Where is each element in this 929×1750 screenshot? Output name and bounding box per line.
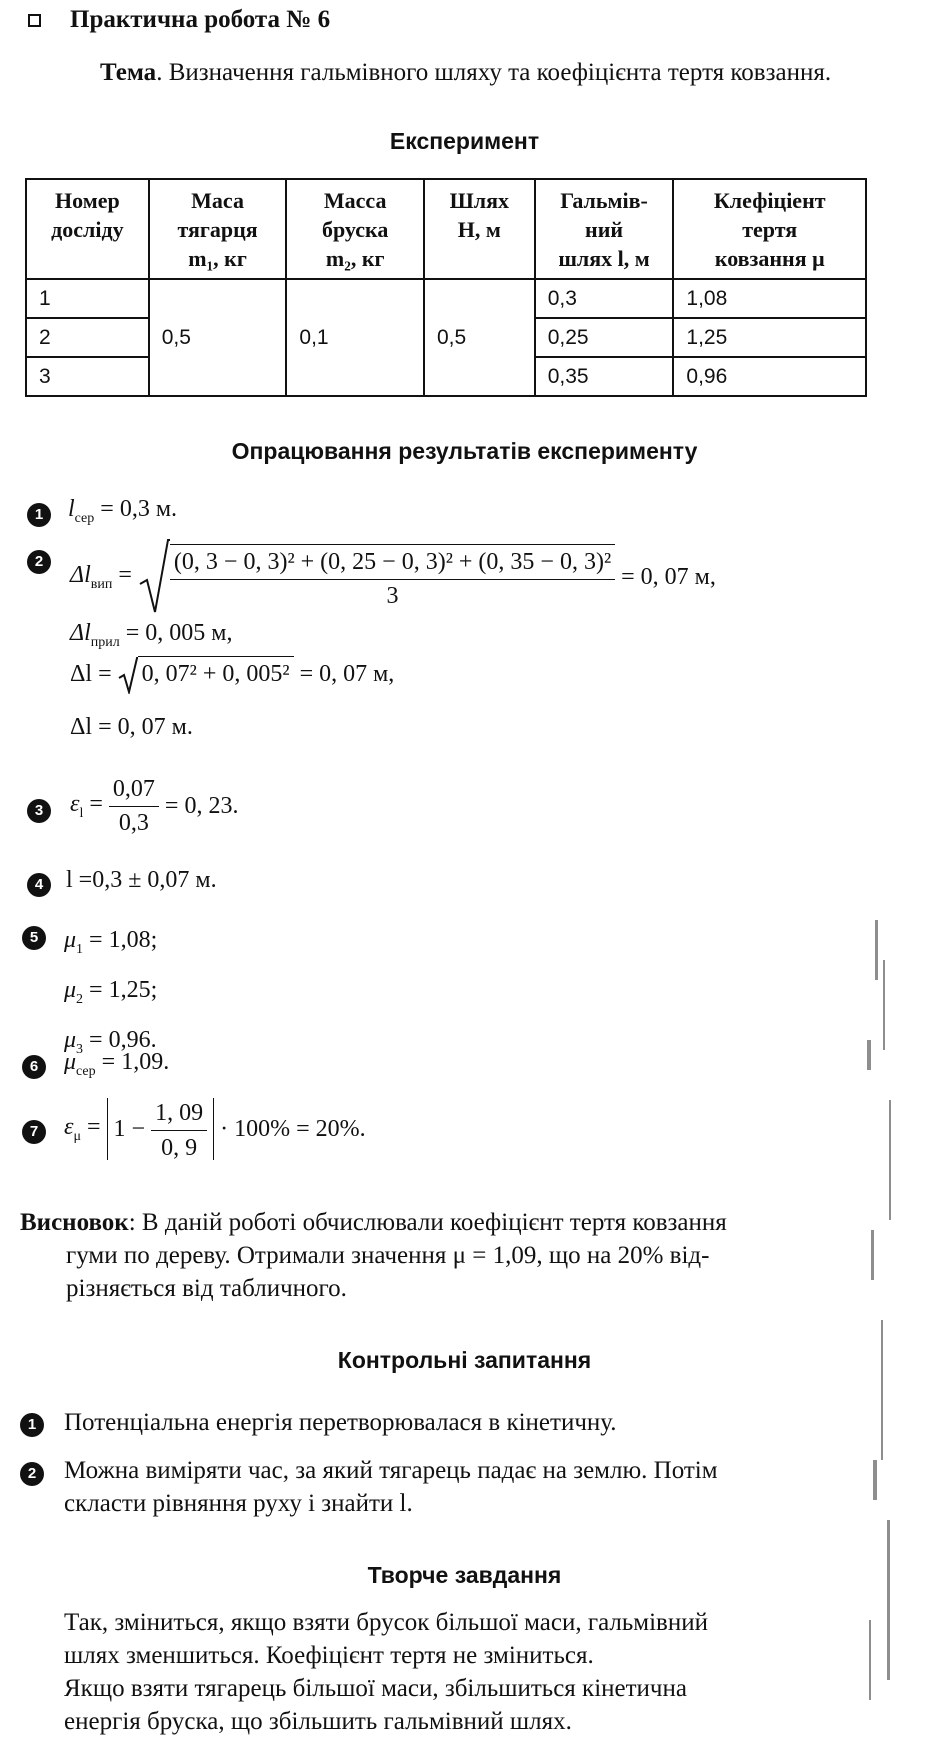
one-minus: 1 − xyxy=(113,1116,152,1142)
col-header-line: Клефіціент xyxy=(713,187,826,213)
topic-text: . Визначення гальмівного шляху та коефіцієнта тертя ковзання. xyxy=(156,59,832,86)
conclusion-label: Висновок xyxy=(20,1209,129,1236)
step-1-formula xyxy=(68,496,177,527)
denominator: 0,3 xyxy=(118,810,149,836)
col-header-line: досліду xyxy=(51,216,124,242)
denominator: 3 xyxy=(386,583,399,609)
step-6-formula: $\mu_{сер} = 1,09$. xyxy=(64,1049,170,1079)
conclusion xyxy=(20,1206,890,1305)
symbol-epsilon: ε xyxy=(64,1113,74,1140)
sub-l: l xyxy=(79,805,84,821)
denominator: 0, 9 xyxy=(161,1134,198,1161)
numerator: 0,07 xyxy=(109,776,159,807)
cell-l: 0,35 xyxy=(535,357,674,396)
sqrt-sign-icon xyxy=(118,656,138,694)
sub-ser: сер xyxy=(74,510,95,526)
creative-line-1: Так, зміниться, якщо взяти брусок більшої маси, гальмівний xyxy=(64,1609,708,1636)
step-7-formula xyxy=(64,1098,366,1160)
step-badge-3: 3 xyxy=(27,799,51,823)
cell-mu: 1,25 xyxy=(673,318,866,357)
cell-mu: 0,96 xyxy=(673,357,866,396)
mu-3-value: = 0,96. xyxy=(83,1026,157,1053)
cell-number: 2 xyxy=(26,318,149,357)
page-title: Практична робота № 6 xyxy=(70,6,331,33)
cell-h: 0,5 xyxy=(424,279,535,396)
radicand: 0, 07² + 0, 005² xyxy=(138,656,294,688)
sub-ser: сер xyxy=(76,1063,96,1079)
step-3-rhs: = 0, 23. xyxy=(164,793,239,819)
symbol-l: l xyxy=(68,496,75,522)
step-badge-2: 2 xyxy=(27,550,51,574)
mu-3-line: $\mu_3 = 0,96$. xyxy=(64,1026,157,1057)
eq-sign: = xyxy=(80,1113,101,1140)
step-2-formula xyxy=(70,538,716,618)
step-badge-6: 6 xyxy=(22,1055,46,1079)
col-header-line: Шлях xyxy=(449,188,510,213)
checkbox-icon xyxy=(28,14,41,27)
sub-pryl: прил xyxy=(90,634,120,650)
step-2-result: = 0, 07 м, xyxy=(621,563,716,590)
col-header-line: тертя xyxy=(742,216,798,242)
col-header-mu xyxy=(673,179,866,279)
mu-1-value: = 1,08; xyxy=(83,927,158,953)
question-badge-2: 2 xyxy=(20,1462,44,1486)
col-header-number xyxy=(26,179,149,279)
step-badge-1: 1 xyxy=(27,503,51,527)
col-header-m1 xyxy=(149,179,287,279)
symbol-delta-l: Δl xyxy=(70,620,91,646)
question-1-answer: Потенціальна енергія перетворювалася в кінетичну. xyxy=(64,1409,617,1436)
col-header-line: Масса xyxy=(323,187,387,213)
question-badge-1: 1 xyxy=(20,1413,44,1437)
col-header-line: бруска xyxy=(321,216,389,242)
conclusion-line-1: : В даній роботі обчислювали коефіцієнт тертя ковзання xyxy=(128,1209,727,1236)
creative-answer xyxy=(64,1606,914,1738)
col-header-line: Гальмів- xyxy=(560,187,648,213)
mu-2-value: = 1,25; xyxy=(83,976,158,1003)
symbol-delta-l: Δl xyxy=(70,561,91,588)
table-row xyxy=(26,279,866,318)
col-header-l xyxy=(535,179,674,279)
eq-sign: = xyxy=(112,561,132,588)
step-badge-7: 7 xyxy=(22,1120,46,1144)
processing-heading: Опрацювання результатів експерименту xyxy=(231,438,698,464)
fraction xyxy=(151,1099,207,1162)
creative-heading: Творче завдання xyxy=(367,1562,562,1588)
step-3-formula: $\varepsilon_l$ = $\frac{0,07}{0,3}$ = 0, 23. xyxy=(70,776,239,836)
col-header-line: Маса xyxy=(191,187,244,213)
question-2-line-2: скласти рівняння руху і знайти l. xyxy=(64,1490,413,1517)
question-2-answer xyxy=(64,1454,904,1520)
col-header-line: тягарця xyxy=(177,216,258,242)
col-header-h xyxy=(424,179,535,279)
topic-label: Тема xyxy=(100,59,157,86)
conclusion-line-3: різняється від табличного. xyxy=(66,1275,347,1302)
sqrt-sign-icon xyxy=(138,538,170,616)
conclusion-line-2: гуми по дереву. Отримали значення μ = 1,09, що на 20% від- xyxy=(66,1242,710,1269)
col-header-line: H, м xyxy=(457,217,501,242)
experiment-heading: Експеримент xyxy=(389,128,540,154)
step-badge-5: 5 xyxy=(22,926,46,950)
sqrt-expression xyxy=(138,538,615,616)
experiment-table xyxy=(25,178,867,397)
cell-number: 3 xyxy=(26,357,149,396)
symbol-epsilon: ε xyxy=(70,791,80,818)
cell-m2: 0,1 xyxy=(286,279,424,396)
line-3-rhs: = 0, 07 м, xyxy=(293,661,395,687)
col-header-line: m₁, кг xyxy=(188,245,247,271)
numerator: 1, 09 xyxy=(151,1099,207,1131)
fraction xyxy=(170,544,615,610)
step-1-rhs: = 0,3 м. xyxy=(94,496,178,522)
step-4-formula: l =0,3 ± 0,07 м. xyxy=(66,867,217,893)
step-2-line-4: Δl = 0, 07 м. xyxy=(70,714,193,740)
control-heading: Контрольні запитання xyxy=(337,1347,592,1373)
creative-line-3: Якщо взяти тягарець більшої маси, збільшиться кінетична xyxy=(64,1675,687,1702)
numerator: (0, 3 − 0, 3)² + (0, 25 − 0, 3)² + (0, 35 − 0, 3)² xyxy=(170,549,615,580)
step-2-line-2 xyxy=(70,620,232,651)
col-header-line: ний xyxy=(585,216,624,242)
sub-vyp: вип xyxy=(90,576,113,592)
creative-line-2: шлях зменшиться. Коефіцієнт тертя не зміниться. xyxy=(64,1642,594,1669)
cell-number: 1 xyxy=(26,279,149,318)
sub-mu: μ xyxy=(73,1128,81,1144)
cell-mu: 1,08 xyxy=(673,279,866,318)
scan-noise-decoration xyxy=(859,900,929,1750)
step-badge-4: 4 xyxy=(27,873,51,897)
col-header-m2 xyxy=(286,179,424,279)
question-2-line-1: Можна виміряти час, за який тягарець падає на землю. Потім xyxy=(64,1457,718,1484)
mu-2-line: $\mu_2 = 1,25$; xyxy=(64,976,158,1007)
col-header-line: m₂, кг xyxy=(325,245,385,271)
abs-value xyxy=(107,1098,215,1160)
step-5-formula xyxy=(64,920,157,1069)
creative-line-4: енергія бруска, що збільшить гальмівний шлях. xyxy=(64,1708,572,1735)
cell-m1: 0,5 xyxy=(149,279,287,396)
line-2-rhs: = 0, 005 м, xyxy=(119,620,233,646)
col-header-line: Номер xyxy=(55,187,120,213)
fraction xyxy=(109,776,159,837)
table-header-row xyxy=(26,179,866,279)
step-6-rhs: = 1,09. xyxy=(95,1049,170,1075)
cell-l: 0,3 xyxy=(535,279,674,318)
line-3-lhs: Δl = xyxy=(70,661,118,687)
step-2-line-3 xyxy=(70,656,394,694)
topic xyxy=(100,56,890,90)
step-7-rhs: · 100% = 20%. xyxy=(220,1115,366,1142)
col-header-line: ковзання μ xyxy=(714,245,825,271)
col-header-line: шлях l, м xyxy=(558,245,650,271)
cell-l: 0,25 xyxy=(535,318,674,357)
mu-1-line: $\mu_1 = 1,08$; xyxy=(64,927,158,957)
